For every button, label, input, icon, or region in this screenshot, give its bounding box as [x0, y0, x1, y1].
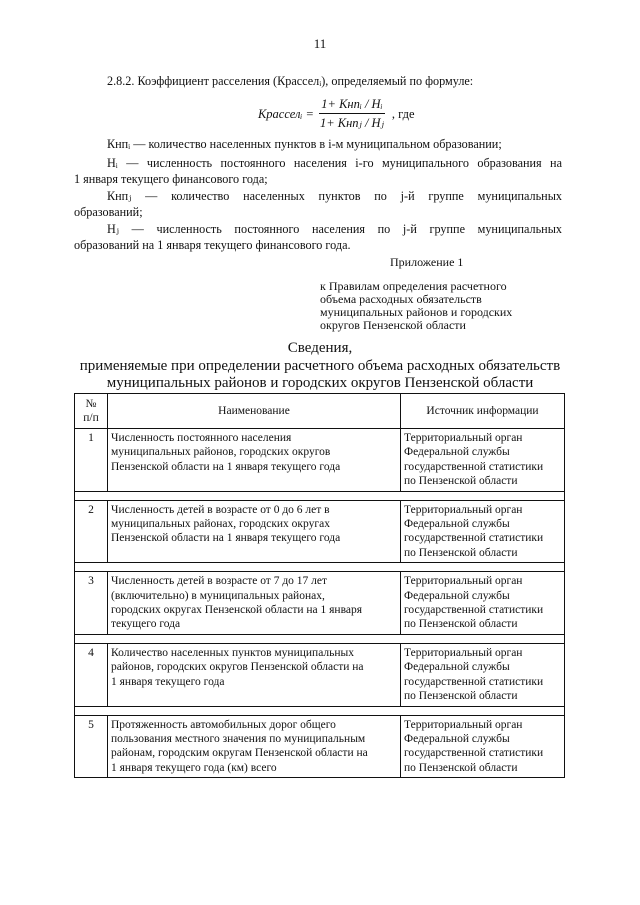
row-source-line: Территориальный орган [404, 432, 523, 444]
row-name [108, 643, 401, 706]
row-source-line: Федеральной службы [404, 518, 510, 531]
row-number: 4 [75, 643, 108, 706]
row-number: 5 [75, 715, 108, 778]
table-row [75, 500, 565, 563]
definition-2-cont: 1 января текущего финансового года; [74, 172, 268, 186]
row-source [401, 429, 565, 492]
page-number: 11 [313, 36, 327, 51]
row-source [401, 572, 565, 635]
row-source-line: государственной статистики [404, 532, 544, 545]
row-source-line: по Пензенской области [404, 546, 518, 559]
row-source-line: государственной статистики [404, 675, 544, 688]
table-row [75, 643, 565, 706]
row-gap-cell [75, 491, 565, 500]
header-name: Наименование [108, 394, 401, 429]
definition-1: Кнпᵢ — количество населенных пунктов в i-м муниципальном образовании; [107, 137, 502, 151]
row-name-line: пользования местного значения по муниципальным [111, 732, 366, 745]
row-gap-cell [75, 706, 565, 715]
definition-3-cont: образований; [74, 205, 143, 219]
row-source [401, 500, 565, 563]
row-name-line: районов, городских округов Пензенской области на [111, 661, 364, 674]
row-name-line: текущего года [111, 618, 181, 631]
row-source-line: государственной статистики [404, 604, 544, 617]
heading-line-2: применяемые при определении расчетного объема расходных обязательств [79, 357, 561, 374]
row-source [401, 643, 565, 706]
intro-paragraph: 2.8.2. Коэффициент расселения (Красселᵢ), определяемый по формуле: [107, 74, 474, 88]
row-name-line: 1 января текущего года (км) всего [111, 761, 277, 774]
header-num [75, 394, 108, 429]
appendix-title: Приложение 1 [390, 255, 464, 269]
row-name-line: Численность детей в возрасте от 7 до 17 лет [111, 575, 328, 588]
heading-line-3: муниципальных районов и городских округов Пензенской области [106, 375, 534, 391]
table-row-gap [75, 706, 565, 715]
row-source-line: по Пензенской области [404, 690, 518, 703]
row-source-line: Федеральной службы [404, 661, 510, 674]
row-source-line: Территориальный орган [404, 718, 523, 731]
info-table [74, 393, 565, 778]
row-name-line: городских округах Пензенской области на 1 января [111, 604, 362, 617]
row-name [108, 429, 401, 492]
formula-tail: , где [391, 106, 415, 121]
row-name [108, 715, 401, 778]
row-source [401, 715, 565, 778]
row-source-line: государственной статистики [404, 747, 544, 760]
table-row-gap [75, 634, 565, 643]
row-name [108, 500, 401, 563]
row-name-line: Количество населенных пунктов муниципальных [111, 646, 355, 659]
row-gap-cell [75, 634, 565, 643]
row-source-line: по Пензенской области [404, 618, 518, 631]
row-name-line: районам, городским округам Пензенской области на [111, 747, 368, 760]
row-source-line: Территориальный орган [404, 503, 523, 516]
formula [258, 94, 415, 134]
definition-4-cont: образований на 1 января текущего финансового года. [74, 238, 351, 252]
appendix-line-3: муниципальных районов и городских [320, 305, 513, 319]
heading-line-1: Сведения, [287, 340, 353, 356]
row-name-line: Пензенской области на 1 января текущего года [111, 532, 341, 545]
table-row [75, 572, 565, 635]
row-name-line: Численность детей в возрасте от 0 до 6 лет в [111, 503, 330, 516]
table-row-gap [75, 491, 565, 500]
appendix-line-2: объема расходных обязательств [320, 292, 482, 306]
row-source-line: Федеральной службы [404, 446, 510, 459]
row-name [108, 572, 401, 635]
row-number: 2 [75, 500, 108, 563]
row-source-line: Территориальный орган [404, 575, 523, 588]
row-name-line: муниципальных районах, городских округах [111, 518, 330, 531]
formula-fraction [318, 97, 386, 131]
row-name-line: 1 января текущего года [111, 675, 225, 688]
row-source-line: по Пензенской области [404, 761, 518, 774]
table-row [75, 715, 565, 778]
row-name-line: Протяженность автомобильных дорог общего [111, 718, 336, 731]
header-source: Источник информации [401, 394, 565, 429]
appendix-line-4: округов Пензенской области [320, 318, 466, 332]
row-gap-cell [75, 563, 565, 572]
row-name-line: Численность постоянного населения [111, 432, 292, 444]
row-name-line: муниципальных районов, городских округов [111, 446, 331, 459]
row-number: 1 [75, 429, 108, 492]
definition-3: Кнпⱼ — количество населенных пунктов по j-й группе муниципальных [107, 189, 562, 203]
appendix-line-1: к Правилам определения расчетного [320, 279, 507, 293]
row-source-line: Федеральной службы [404, 589, 510, 602]
header-num-line-1: № [85, 397, 97, 410]
formula-lhs: Красселᵢ = [258, 106, 314, 121]
definition-4: Нⱼ — численность постоянного населения по j-й группе муниципальных [107, 222, 562, 236]
row-source-line: Федеральной службы [404, 732, 510, 745]
definition-2: Нᵢ — численность постоянного населения i-го муниципального образования на [107, 156, 562, 170]
table-header-row [75, 394, 565, 429]
table-row-gap [75, 563, 565, 572]
row-name-line: Пензенской области на 1 января текущего года [111, 460, 341, 473]
formula-numerator: 1+ Кнпᵢ / Нᵢ [319, 97, 384, 114]
table-row [75, 429, 565, 492]
row-source-line: государственной статистики [404, 460, 544, 473]
row-name-line: (включительно) в муниципальных районах, [111, 589, 325, 602]
row-number: 3 [75, 572, 108, 635]
formula-denominator: 1+ Кнпⱼ / Нⱼ [319, 116, 384, 130]
header-num-line-2: п/п [83, 412, 99, 424]
document-heading [0, 340, 640, 393]
row-source-line: Территориальный орган [404, 646, 523, 659]
row-source-line: по Пензенской области [404, 475, 518, 488]
